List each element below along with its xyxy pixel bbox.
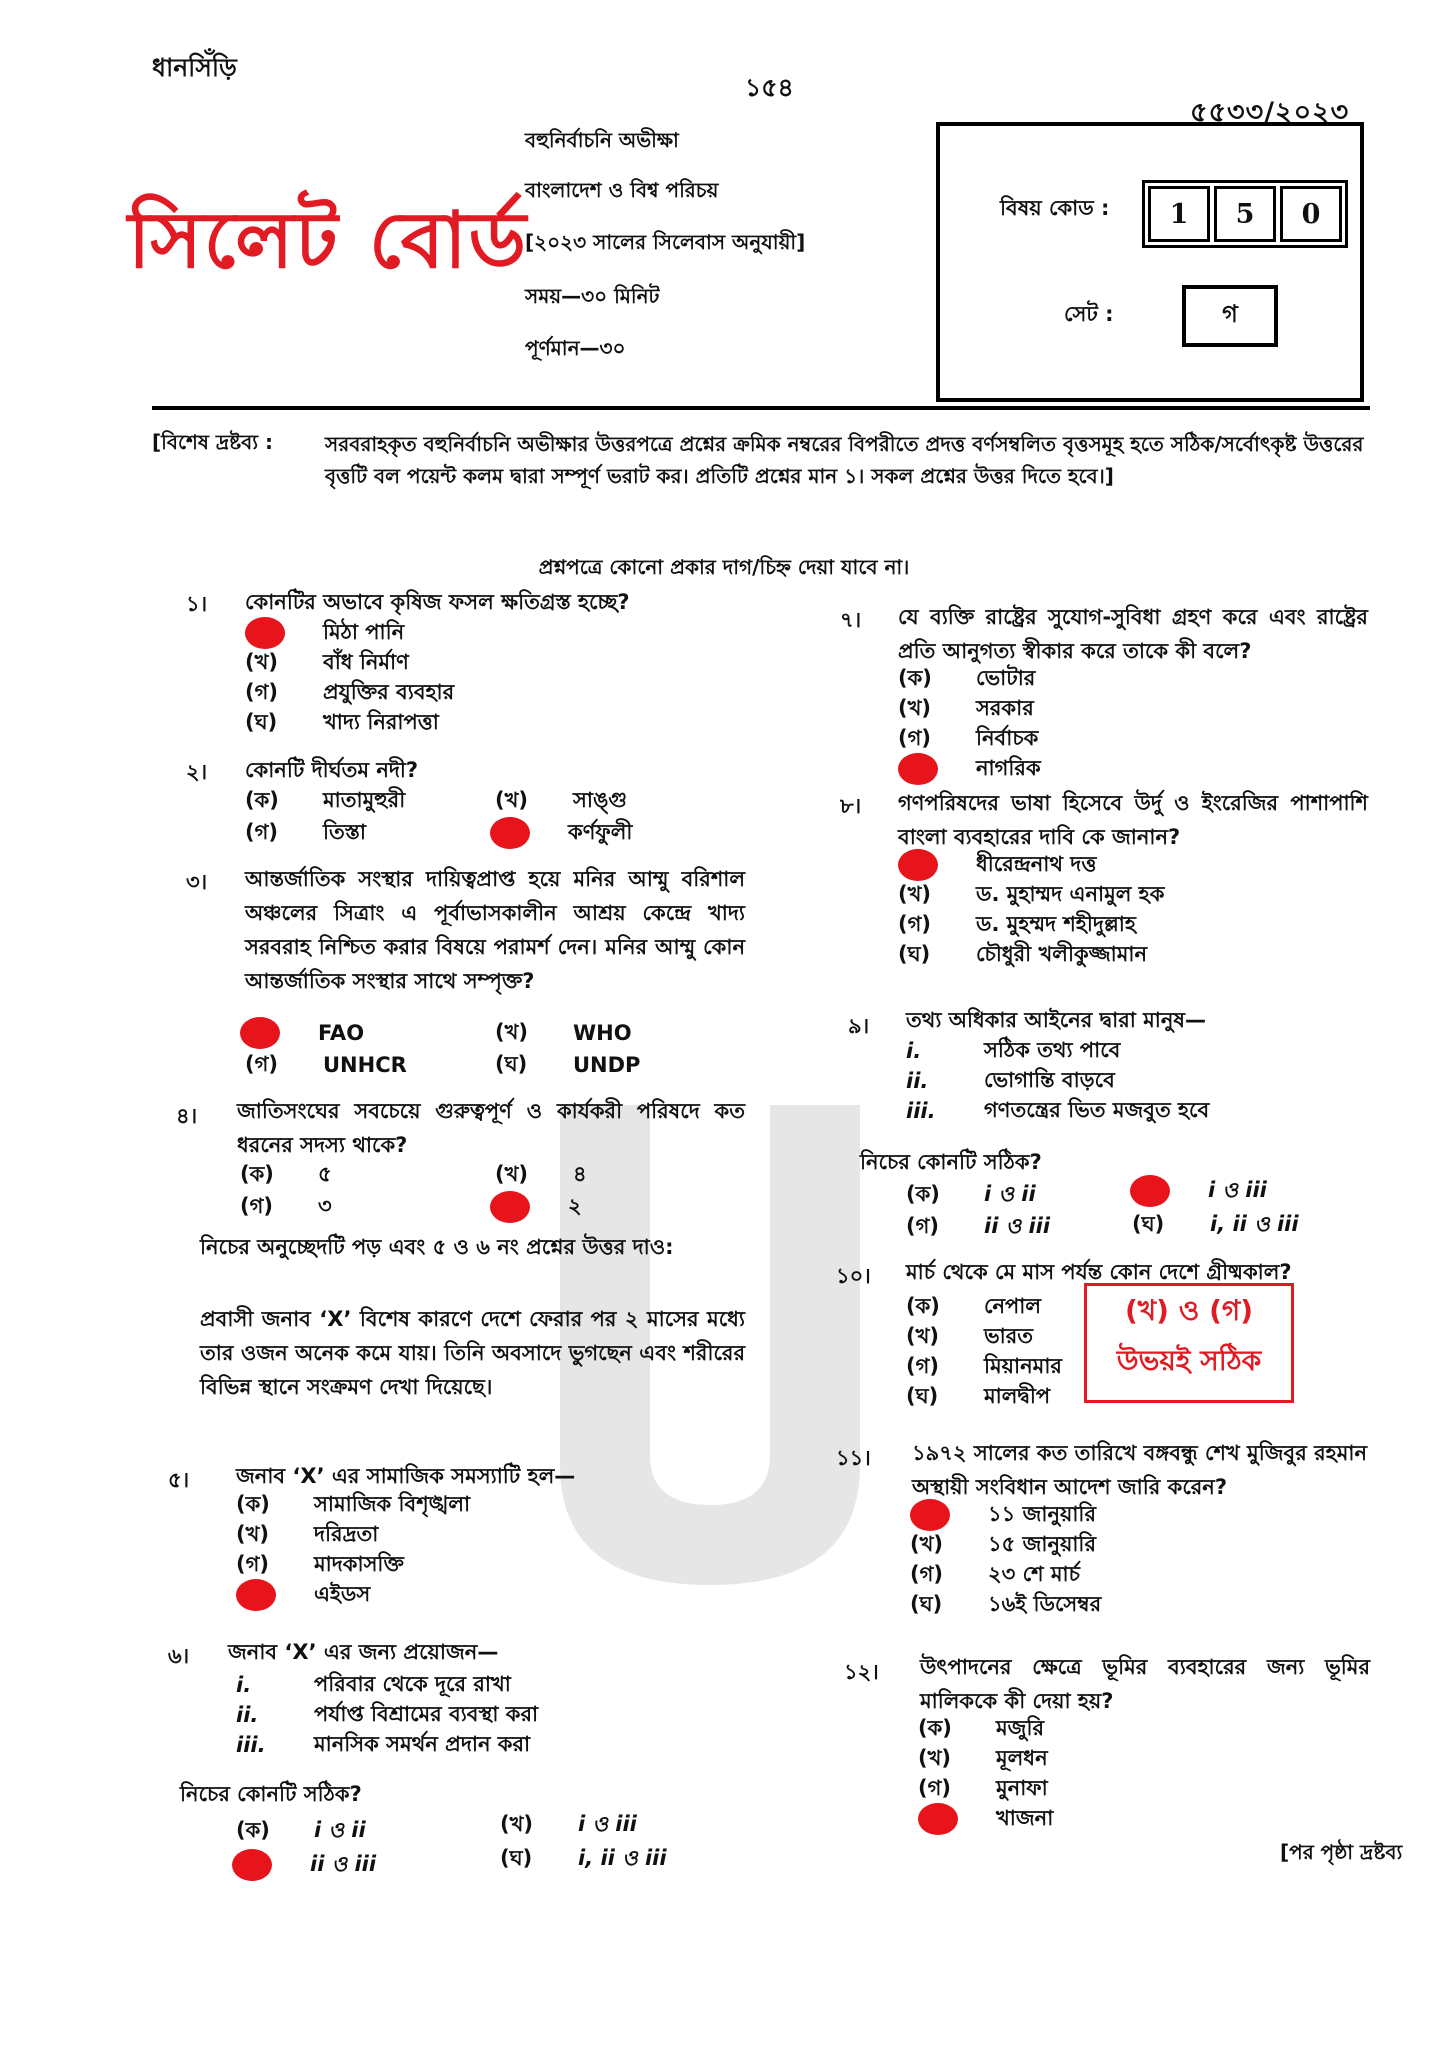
set-value: গ: [1182, 285, 1278, 347]
exam-time: সময়—৩০ মিনিট: [525, 284, 660, 308]
option: (ক) ভোটার: [898, 665, 1036, 690]
option: (গ) মিয়ানমার: [906, 1353, 1062, 1378]
subject-name: বাংলাদেশ ও বিশ্ব পরিচয়: [525, 178, 719, 202]
question-text: গণপরিষদের ভাষা হিসেবে উর্দু ও ইংরেজির পাশাপাশি বাংলা ব্যবহারের দাবি কে জানান?: [898, 791, 1368, 849]
option: (গ) তিস্তা: [245, 819, 366, 844]
code-box: [936, 122, 1364, 402]
option: (ক) i ও ii: [906, 1181, 1036, 1206]
option: (খ) সরকার: [898, 695, 1034, 720]
question-text: মার্চ থেকে মে মাস পর্যন্ত কোন দেশে গ্রীষ্মকাল?: [906, 1260, 1292, 1284]
question-number: ৬।: [168, 1644, 190, 1668]
board-title: সিলেট বোর্ড: [128, 195, 529, 286]
question-text: যে ব্যক্তি রাষ্ট্রের সুযোগ-সুবিধা গ্রহণ করে এবং রাষ্ট্রের প্রতি আনুগত্য স্বীকার করে তাকে কী বলে?: [898, 605, 1368, 663]
question-text: জনাব ‘X’ এর সামাজিক সমস্যাটি হল—: [236, 1464, 576, 1488]
option-answer: i ও iii: [1130, 1176, 1267, 1206]
passage-text: প্রবাসী জনাব ‘X’ বিশেষ কারণে দেশে ফেরার পর ২ মাসের মধ্যে তার ওজন অনেক কমে যায়। তিনি অবসাদে ভুগছেন এবং শরীরের বিভিন্ন স্থানে সংক্রমণ দেখা দিয়েছে।: [200, 1307, 745, 1399]
syllabus-note: [২০২৩ সালের সিলেবাস অনুযায়ী]: [525, 230, 806, 254]
question-number: ৪।: [176, 1104, 198, 1128]
question-number: ২।: [186, 760, 208, 784]
statement: ii. ভোগান্তি বাড়বে: [906, 1067, 1115, 1093]
question-text: উৎপাদনের ক্ষেত্রে ভূমির ব্যবহারের জন্য ভূমির মালিককে কী দেয়া হয়?: [920, 1655, 1370, 1713]
option-answer: ১১ জানুয়ারি: [910, 1500, 1101, 1530]
option: (গ) UNHCR: [245, 1051, 407, 1077]
options: [906, 1292, 1062, 1412]
question-number: ১।: [186, 592, 208, 616]
option: (গ) মাদকাসক্তি: [236, 1551, 404, 1576]
statement: i. সঠিক তথ্য পাবে: [906, 1037, 1121, 1063]
option: (ক) নেপাল: [906, 1293, 1042, 1318]
question-text: জনাব ‘X’ এর জন্য প্রয়োজন—: [228, 1640, 499, 1664]
option: (গ) মুনাফা: [918, 1775, 1048, 1800]
option: (ঘ) i, ii ও iii: [500, 1845, 667, 1870]
option: (ঘ) চৌধুরী খলীকুজ্জামান: [898, 941, 1148, 966]
option: (ক) ৫: [240, 1161, 332, 1186]
answer-mark: [245, 617, 285, 649]
option: (ক) i ও ii: [236, 1817, 366, 1842]
option: (খ) i ও iii: [500, 1811, 637, 1836]
question-number: ১০।: [836, 1264, 871, 1288]
next-page-note: [পর পৃষ্ঠা দ্রষ্টব্য: [1280, 1840, 1403, 1864]
statement: i. পরিবার থেকে দূরে রাখা: [236, 1671, 511, 1697]
option-answer: ধীরেন্দ্রনাথ দত্ত: [898, 850, 1164, 880]
answer-mark: [236, 1579, 276, 1611]
header-divider: [152, 406, 1370, 410]
answer-mark: [918, 1803, 958, 1835]
subject-code: [1142, 180, 1348, 248]
question-number: ৫।: [168, 1468, 190, 1492]
passage-intro: নিচের অনুচ্ছেদটি পড় এবং ৫ ও ৬ নং প্রশ্নের উত্তর দাও:: [200, 1235, 674, 1259]
option: (ক) মাতামুহুরী: [245, 787, 406, 812]
option: (গ) ৩: [240, 1193, 332, 1218]
question-number: ৭।: [840, 608, 862, 632]
options: [918, 1714, 1053, 1834]
option: (ক) সামাজিক বিশৃঙ্খলা: [236, 1491, 471, 1516]
which-correct: নিচের কোনটি সঠিক?: [860, 1150, 1042, 1174]
answer-mark: [898, 753, 938, 785]
question-text: ১৯৭২ সালের কত তারিখে বঙ্গবন্ধু শেখ মুজিবুর রহমান অস্থায়ী সংবিধান আদেশ জারি করেন?: [912, 1441, 1367, 1499]
option-answer: খাজনা: [918, 1804, 1053, 1834]
option: (ক) মজুরি: [918, 1715, 1045, 1740]
option-answer: এইডস: [236, 1580, 470, 1610]
question-text: আন্তর্জাতিক সংস্থার দায়িত্বপ্রাপ্ত হয়ে মনির আম্মু বরিশাল অঞ্চলের সিত্রাং এ পূর্বাভাসকালীন আশ্রয় কেন্দ্রে খাদ্য সরবরাহ নিশ্চিত করার বিষয়ে পরামর্শ দেন। মনির আম্মু কোন আন্তর্জাতিক সংস্থার সাথে সম্পৃক্ত?: [245, 867, 745, 993]
question-text: জাতিসংঘের সবচেয়ে গুরুত্বপূর্ণ ও কার্যকরী পরিষদে কত ধরনের সদস্য থাকে?: [237, 1099, 745, 1157]
options: [910, 1500, 1101, 1620]
which-correct: নিচের কোনটি সঠিক?: [180, 1782, 362, 1806]
option: (খ) বাঁধ নির্মাণ: [245, 649, 409, 674]
question-number: ৯।: [848, 1014, 870, 1038]
option: (খ) দরিদ্রতা: [236, 1521, 379, 1546]
option-answer: ii ও iii: [232, 1850, 376, 1880]
option: (গ) ii ও iii: [906, 1213, 1051, 1238]
question-number: ১১।: [836, 1446, 871, 1470]
option: (খ) ড. মুহাম্মদ এনামুল হক: [898, 881, 1165, 906]
options: [898, 850, 1164, 970]
option: (খ) সাঙ্গু: [495, 787, 627, 812]
option: (গ) ড. মুহম্মদ শহীদুল্লাহ: [898, 911, 1136, 936]
option: (ঘ) UNDP: [495, 1051, 641, 1077]
page-number: ১৫৪: [745, 73, 794, 102]
option: (ঘ) খাদ্য নিরাপত্তা: [245, 709, 439, 734]
option-answer: মিঠা পানি: [245, 618, 454, 648]
option: (খ) WHO: [495, 1019, 632, 1045]
option-answer: নাগরিক: [898, 754, 1041, 784]
statement: iii. মানসিক সমর্থন প্রদান করা: [236, 1731, 531, 1757]
option: (খ) ভারত: [906, 1323, 1034, 1348]
answer-mark: [910, 1499, 950, 1531]
options: [236, 1490, 470, 1610]
option: (গ) প্রযুক্তির ব্যবহার: [245, 679, 455, 704]
options: [245, 618, 454, 738]
options: [898, 664, 1041, 784]
answer-mark: [240, 1017, 280, 1049]
option: (ঘ) ১৬ই ডিসেম্বর: [910, 1591, 1102, 1616]
note-heading: [বিশেষ দ্রষ্টব্য :: [152, 430, 274, 454]
option-answer: কর্ণফুলী: [490, 818, 632, 848]
statement: iii. গণতন্ত্রের ভিত মজবুত হবে: [906, 1097, 1210, 1123]
code-digit: 0: [1280, 186, 1342, 242]
code-digit: 1: [1148, 186, 1210, 242]
question-text: কোনটির অভাবে কৃষিজ ফসল ক্ষতিগ্রস্ত হচ্ছে?: [245, 590, 630, 614]
answer-mark: [898, 849, 938, 881]
subject-code-label: বিষয় কোড :: [1000, 196, 1110, 220]
question-text: তথ্য অধিকার আইনের দ্বারা মানুষ—: [906, 1008, 1207, 1032]
full-marks: পূর্ণমান—৩০: [525, 336, 626, 360]
set-label: সেট :: [1064, 302, 1114, 326]
option: (গ) ২৩ শে মার্চ: [910, 1561, 1080, 1586]
question-number: ৮।: [840, 794, 862, 818]
district-label: ধানসিঁড়ি: [152, 53, 237, 82]
option: (খ) মূলধন: [918, 1745, 1048, 1770]
statement: ii. পর্যাপ্ত বিশ্রামের ব্যবস্থা করা: [236, 1701, 539, 1727]
exam-type: বহুনির্বাচনি অভীক্ষা: [525, 128, 679, 152]
question-text: কোনটি দীর্ঘতম নদী?: [245, 758, 419, 782]
question-number: ৩।: [186, 870, 208, 894]
note-text: সরবরাহকৃত বহুনির্বাচনি অভীক্ষার উত্তরপত্রে প্রশ্নের ক্রমিক নম্বরের বিপরীতে প্রদত্ত বর্ণসম্বলিত বৃত্তসমূহ হতে সঠিক/সর্বোৎকৃষ্ট উত্তরের বৃত্তটি বল পয়েন্ট কলম দ্বারা সম্পূর্ণ ভরাট কর। প্রতিটি প্রশ্নের মান ১। সকল প্রশ্নের উত্তর দিতে হবে।]: [325, 432, 1364, 488]
option: (খ) ১৫ জানুয়ারি: [910, 1531, 1096, 1556]
statement-list: [236, 1670, 538, 1760]
statement-list: [906, 1036, 1209, 1126]
warning-text: প্রশ্নপত্রে কোনো প্রকার দাগ/চিহ্ন দেয়া যাবে না।: [538, 555, 910, 579]
option: (খ) ৪: [495, 1161, 587, 1186]
stamp-line-2: উভয়ই সঠিক: [1116, 1344, 1262, 1377]
option: (ঘ) i, ii ও iii: [1132, 1211, 1299, 1236]
answer-mark: [1130, 1175, 1170, 1207]
option-answer: ২: [490, 1192, 582, 1222]
code-digit: 5: [1214, 186, 1276, 242]
question-number: ১২।: [844, 1660, 879, 1684]
answer-mark: [490, 1191, 530, 1223]
stamp-line-1: (খ) ও (গ): [1124, 1294, 1254, 1327]
reference-number: ৫৫৩৩/২০২৩: [1190, 97, 1350, 128]
option: (গ) নির্বাচক: [898, 725, 1039, 750]
answer-mark: [490, 817, 530, 849]
answer-mark: [232, 1849, 272, 1881]
option: (ঘ) মালদ্বীপ: [906, 1383, 1051, 1408]
option-answer: FAO: [240, 1018, 364, 1048]
answer-stamp: [1084, 1283, 1294, 1403]
